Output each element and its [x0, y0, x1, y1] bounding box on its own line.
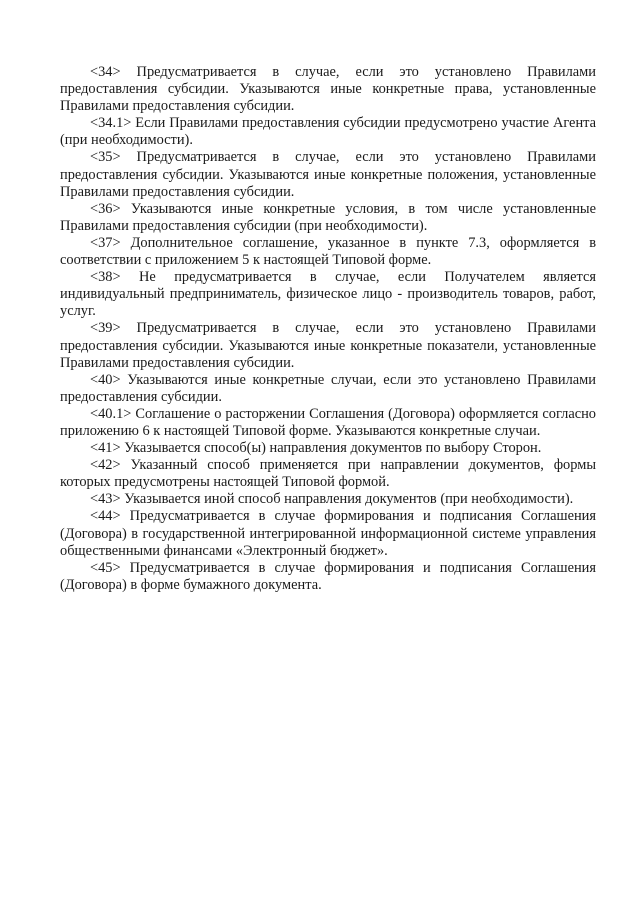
footnote-41: <41> Указывается способ(ы) направления документов по выбору Сторон.: [90, 440, 542, 457]
footnote-34: <34> Предусматривается в случае, если это установлено Правилами предоставления субсидии. Указываются иные конкретные права, установленные Правилами предоставления субсидии.: [60, 64, 596, 115]
footnote-34-1: <34.1> Если Правилами предоставления субсидии предусмотрено участие Агента (при необходимости).: [60, 115, 596, 149]
footnote-37: <37> Дополнительное соглашение, указанное в пункте 7.3, оформляется в соответствии с приложением 5 к настоящей Типовой форме.: [60, 234, 596, 269]
footnote-38: <38> Не предусматривается в случае, если Получателем является индивидуальный предприниматель, физическое лицо - производитель товаров, работ, услуг.: [60, 269, 596, 320]
footnote-43: <43> Указывается иной способ направления документов (при необходимости).: [90, 491, 574, 508]
footnote-40: <40> Указываются иные конкретные случаи, если это установлено Правилами предоставления субсидии.: [60, 371, 596, 405]
footnote-35: <35> Предусматривается в случае, если это установлено Правилами предоставления субсидии. Указываются иные конкретные положения, установленные Правилами предоставления субсидии.: [60, 149, 596, 200]
footnote-44: <44> Предусматривается в случае формирования и подписания Соглашения (Договора) в государственной интегрированной информационной системе управления общественными финансами «Электронный бюджет».: [60, 508, 596, 559]
footnote-39: <39> Предусматривается в случае, если это установлено Правилами предоставления субсидии. Указываются иные конкретные показатели, установленные Правилами предоставления субсидии.: [60, 320, 596, 371]
footnote-36: <36> Указываются иные конкретные условия, в том числе установленные Правилами предоставления субсидии (при необходимости).: [60, 200, 596, 234]
footnote-40-1: <40.1> Соглашение о расторжении Соглашения (Договора) оформляется согласно приложению 6 к настоящей Типовой форме. Указываются конкретные случаи.: [60, 405, 596, 439]
footnote-45: <45> Предусматривается в случае формирования и подписания Соглашения (Договора) в форме бумажного документа.: [60, 559, 596, 593]
footnote-42: <42> Указанный способ применяется при направлении документов, формы которых предусмотрены настоящей Типовой формой.: [60, 457, 596, 491]
footnotes-block: [60, 64, 596, 594]
